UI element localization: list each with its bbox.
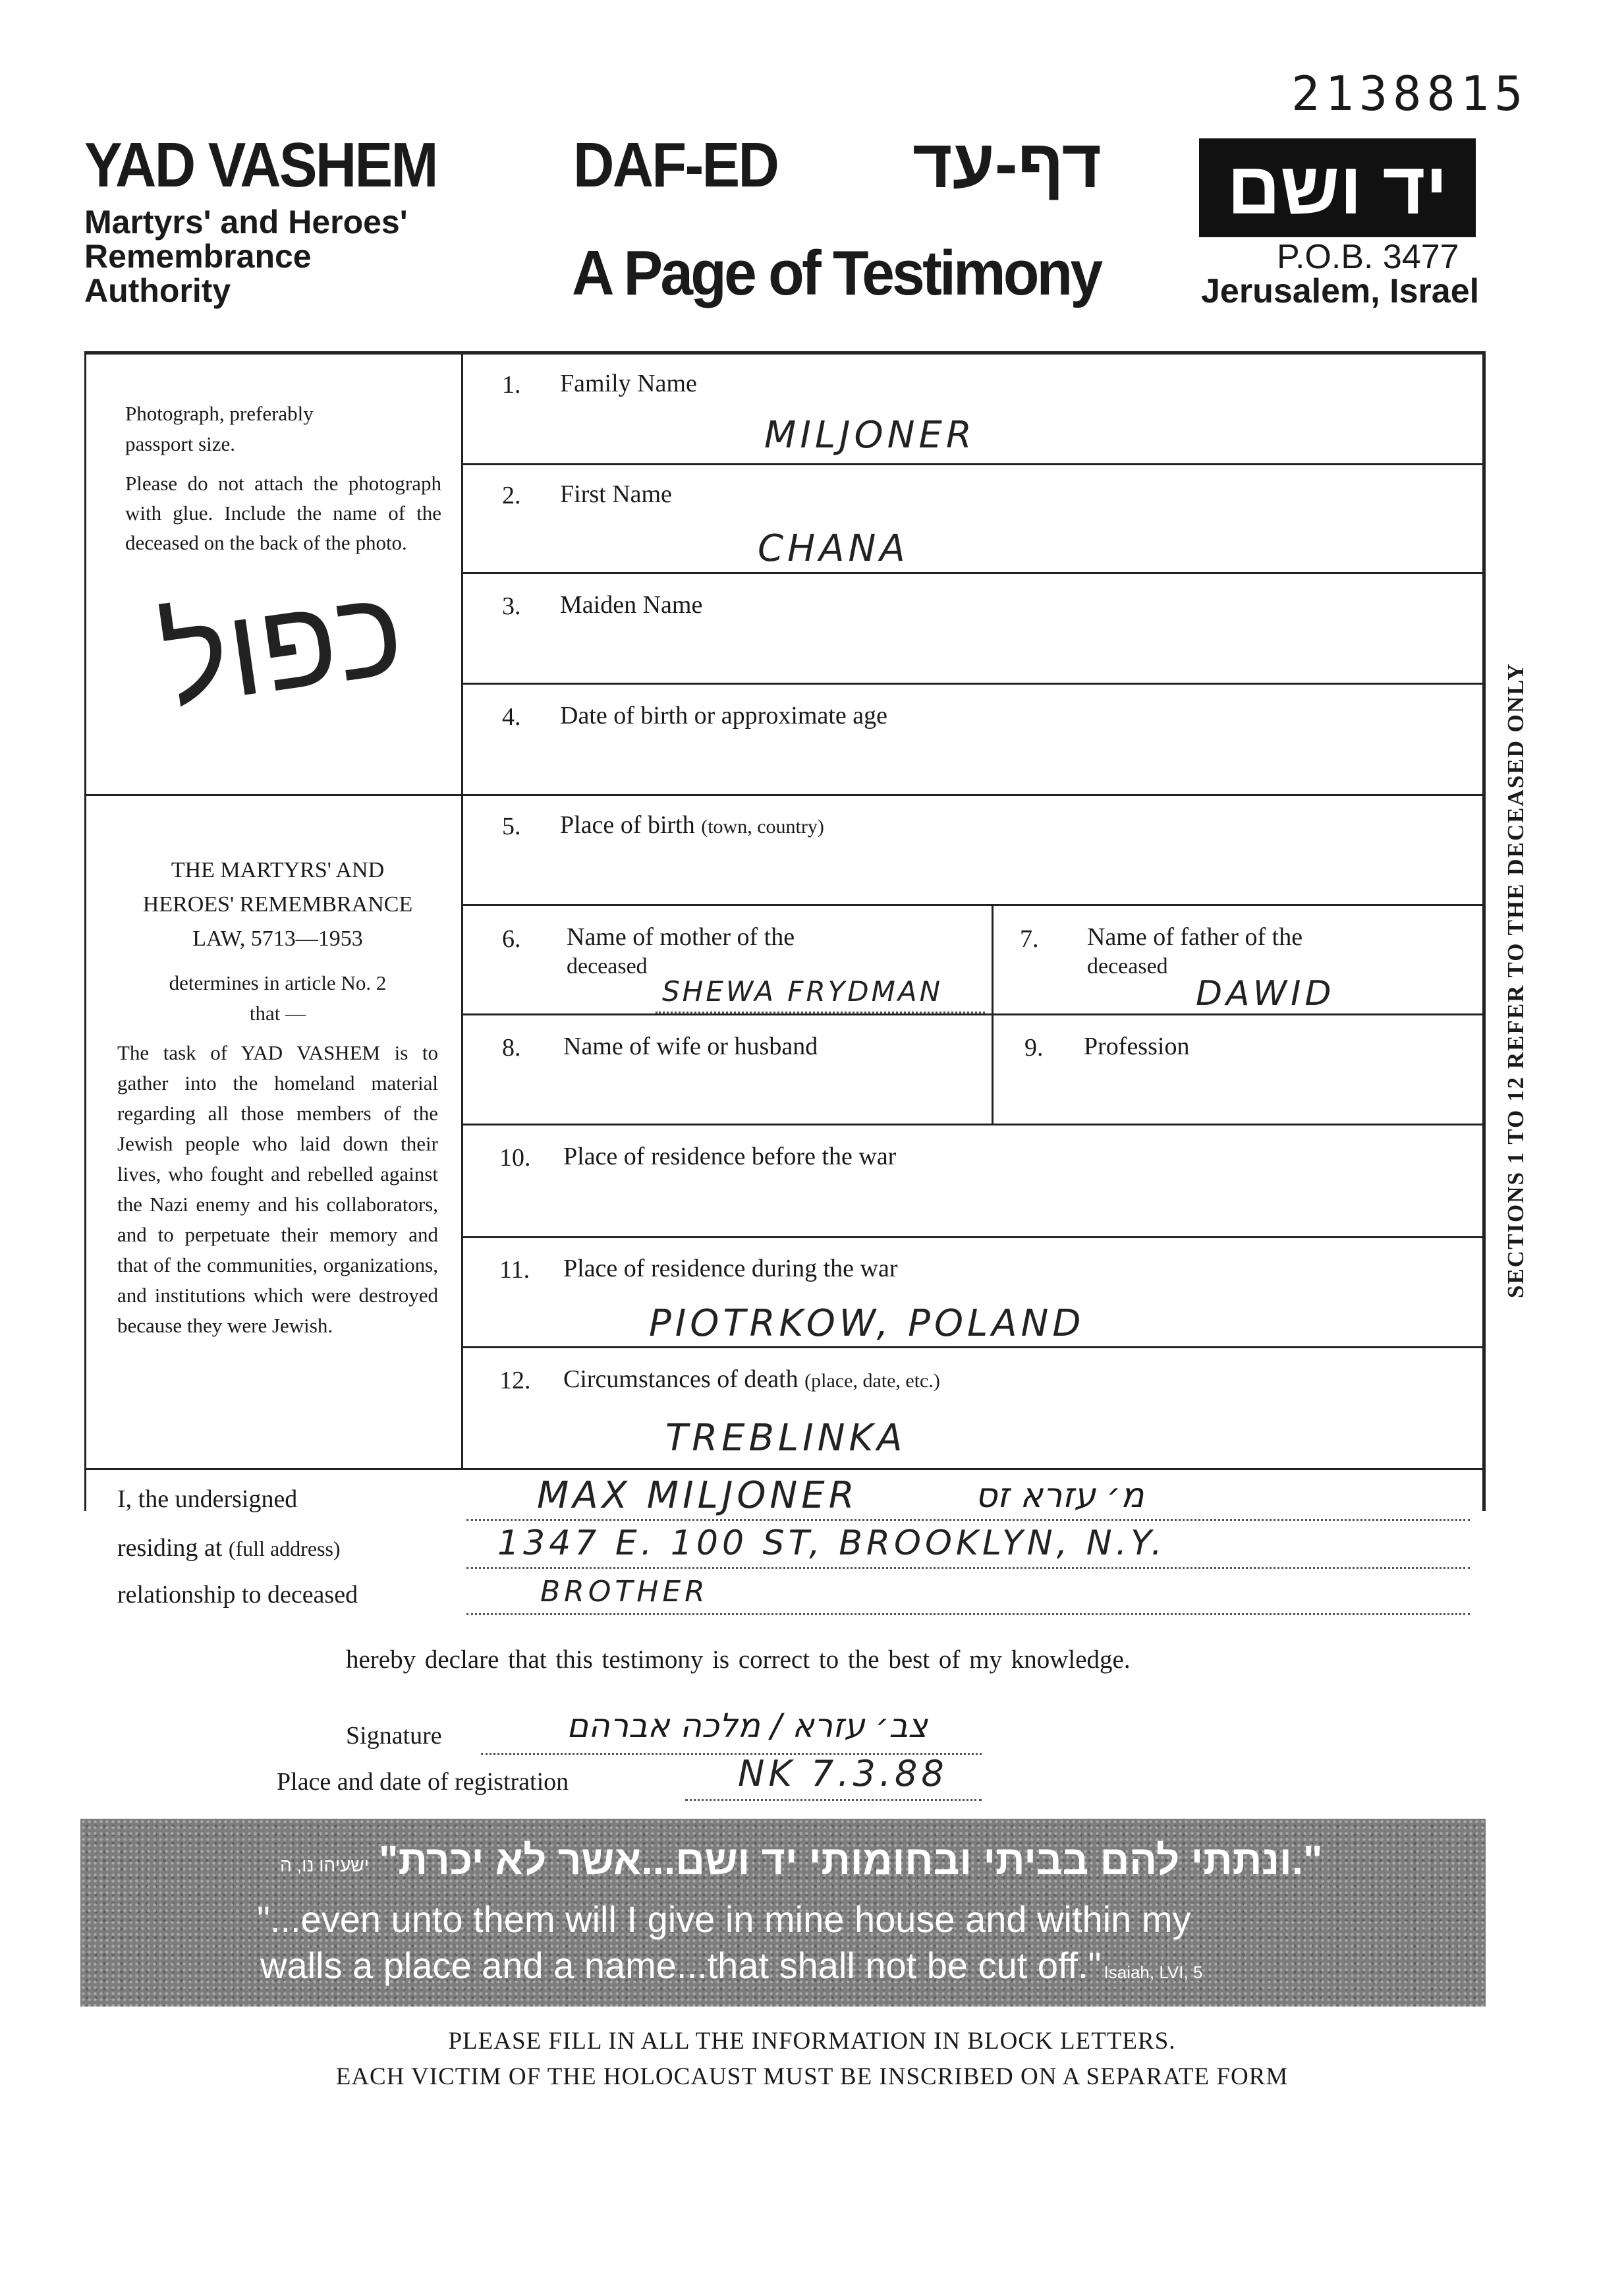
footer-line-1: PLEASE FILL IN ALL THE INFORMATION IN BLOCK LETTERS. (448, 2028, 1176, 2055)
field-5-label-note: (town, country) (701, 816, 824, 838)
field-4-number: 4. (502, 703, 521, 731)
death-circumstances-value[interactable]: TREBLINKA (665, 1417, 907, 1460)
law-intro-1: determines in article No. 2 (169, 971, 387, 994)
form-title: A Page of Testimony (572, 238, 1101, 308)
relationship-label: relationship to deceased (117, 1581, 358, 1609)
registration-label: Place and date of registration (277, 1768, 569, 1796)
row-line-9 (461, 1346, 1484, 1348)
field-12-number: 12. (499, 1367, 531, 1394)
side-note-text: SECTIONS 1 TO 12 REFER TO THE DECEASED ONLY (1503, 662, 1528, 1298)
field-3-label: Maiden Name (560, 591, 703, 619)
address-line (466, 1567, 1470, 1569)
field-4-label: Date of birth or approximate age (560, 702, 887, 729)
residence-during-value[interactable]: PIOTRKOW, POLAND (649, 1302, 1085, 1345)
signature-value[interactable]: צב׳ עזרא / מלכה אברהם (567, 1707, 928, 1745)
address-label (117, 1533, 341, 1562)
address-label-text: residing at (117, 1534, 223, 1562)
logo-hebrew-text: יד ושם (1227, 146, 1448, 229)
field-2-label: First Name (560, 480, 672, 508)
law-text: The task of YAD VASHEM is to gather into the homeland material regarding all those members of the Jewish people who laid down their lives, who fought and rebelled against the Nazi enemy and his collaborators, and to perpetuate their memory and that of the communities, organizations, and institutions which were destroyed because they were Jewish. (117, 1041, 438, 1337)
photo-box[interactable] (125, 399, 441, 557)
undersigned-value[interactable]: MAX MILJONER (537, 1474, 858, 1517)
serial-number: 2138815 (1291, 66, 1528, 121)
field-10-number: 10. (499, 1144, 531, 1172)
signature-label: Signature (346, 1722, 442, 1750)
registration-line (685, 1799, 982, 1801)
form-left-border (84, 351, 86, 1511)
field-12-label (563, 1365, 940, 1394)
field-8-number: 8. (502, 1034, 521, 1062)
form-right-border (1482, 351, 1486, 1511)
row-line-5 (461, 904, 1484, 906)
field-7-number: 7. (1020, 925, 1039, 953)
org-subtitle-3: Authority (84, 272, 231, 309)
field-5-number: 5. (502, 812, 521, 840)
field-6-number: 6. (502, 925, 521, 953)
address-value[interactable]: 1347 E. 100 ST, BROOKLYN, N.Y. (497, 1524, 1166, 1563)
first-name-value[interactable]: CHANA (758, 527, 909, 570)
field-5-label (560, 811, 824, 840)
form-top-border (84, 351, 1486, 355)
org-subtitle-2: Remembrance (84, 238, 312, 275)
field-9-number: 9. (1024, 1034, 1044, 1062)
row-line-2 (461, 572, 1484, 574)
side-note (1503, 662, 1529, 1298)
field-7-label-2: deceased (1087, 954, 1168, 979)
column-divider (461, 351, 463, 1468)
banner-hebrew-source: ישעיהו נו, ה (280, 1855, 369, 1875)
field-1-label: Family Name (560, 370, 697, 397)
mother-name-value[interactable]: SHEWA FRYDMAN (662, 975, 943, 1008)
banner-english-source: Isaiah, LVI, 5 (1104, 1962, 1203, 1982)
law-box (117, 853, 438, 1341)
undersigned-hebrew: מ׳ עזרא זס (975, 1476, 1144, 1516)
photo-instructions: Please do not attach the photograph with glue. Include the name of the deceased on the back of the photo. (125, 472, 441, 554)
field-6-label-2: deceased (567, 954, 648, 979)
row-line-10 (84, 1468, 1486, 1470)
law-title-3: LAW, 5713—1953 (192, 926, 363, 951)
footer-line-2: EACH VICTIM OF THE HOLOCAUST MUST BE INSCRIBED ON A SEPARATE FORM (335, 2063, 1289, 2090)
field-12-label-text: Circumstances of death (563, 1365, 798, 1393)
law-title-2: HEROES' REMEMBRANCE (142, 892, 413, 917)
undersigned-line (466, 1519, 1470, 1521)
registration-value[interactable]: NK 7.3.88 (738, 1753, 948, 1794)
yad-vashem-logo (1199, 138, 1476, 237)
row-line-7 (461, 1124, 1484, 1126)
field-11-label: Place of residence during the war (563, 1255, 898, 1282)
field-8-label: Name of wife or husband (563, 1033, 818, 1060)
undersigned-label: I, the undersigned (117, 1485, 298, 1513)
mother-name-line (656, 1012, 985, 1013)
city: Jerusalem, Israel (1201, 272, 1480, 310)
field-11-number: 11. (499, 1256, 530, 1284)
field-6-label-1: Name of mother of the (567, 923, 795, 951)
org-subtitle-1: Martyrs' and Heroes' (84, 204, 408, 241)
banner-hebrew-quote: ".ונתתי להם בביתי ובחומותי יד ושם...אשר לא יכרת" (379, 1838, 1323, 1883)
relationship-line (466, 1613, 1470, 1615)
declaration-text: hereby declare that this testimony is correct to the best of my knowledge. (346, 1645, 1131, 1674)
relationship-value[interactable]: BROTHER (540, 1575, 709, 1609)
row-line-6 (461, 1013, 1484, 1015)
field-5-label-text: Place of birth (560, 811, 695, 839)
banner-english-line-2 (260, 1944, 1202, 1987)
form-name: DAF-ED (573, 130, 778, 200)
field-3-number: 3. (502, 592, 521, 620)
law-intro-2: that — (249, 1002, 306, 1025)
banner-english-line-1: "...even unto them will I give in mine house and within my (257, 1898, 1191, 1940)
law-title-1: THE MARTYRS' AND (171, 858, 385, 882)
field-7-label-1: Name of father of the (1087, 923, 1303, 951)
field-9-label: Profession (1084, 1033, 1190, 1060)
father-name-value[interactable]: DAWID (1196, 974, 1335, 1013)
field-2-number: 2. (502, 482, 521, 509)
row-line-8 (461, 1236, 1484, 1238)
row-line-3 (461, 683, 1484, 685)
field-1-number: 1. (502, 371, 521, 399)
banner-english-line-2-text: walls a place and a name...that shall not be cut off." (260, 1945, 1102, 1986)
handwritten-mark (152, 557, 411, 735)
photo-label-1: Photograph, preferably (125, 402, 314, 425)
family-name-value[interactable]: MILJONER (764, 414, 976, 457)
row-line-4 (461, 794, 1484, 796)
org-name: YAD VASHEM (84, 130, 437, 200)
field-12-label-note: (place, date, etc.) (804, 1370, 940, 1392)
pob: P.O.B. 3477 (1277, 238, 1459, 276)
address-label-note: (full address) (228, 1537, 341, 1560)
form-name-hebrew: דף-עד (912, 126, 1102, 202)
row-line-1 (461, 463, 1484, 465)
photo-box-bottom (84, 794, 461, 796)
split-divider (992, 904, 994, 1124)
photo-label-2: passport size. (125, 432, 236, 455)
handwritten-mark-text: כפול (152, 557, 412, 735)
field-10-label: Place of residence before the war (563, 1143, 897, 1170)
